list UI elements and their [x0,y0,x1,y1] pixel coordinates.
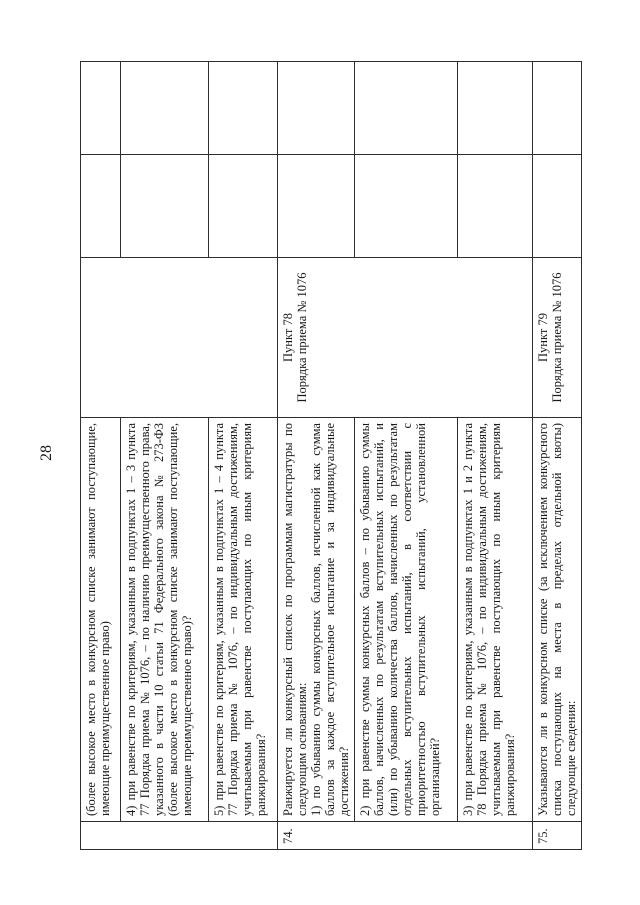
question-cell [278,418,355,822]
page-number: 28 [38,445,55,461]
question-line: следующие сведения: [564,700,578,816]
response-cell [209,155,278,258]
question-line: 77 Порядка приема № 1076, – по наличию преимущественного права, [138,423,152,816]
question-line: ранжирования? [503,733,517,816]
table-row [209,62,278,850]
note-cell [355,62,458,155]
response-cell [81,155,121,258]
question-line: приоритетностью вступительных испытаний, установленной [414,423,428,816]
question-cell [458,418,533,822]
question-line: (более высокое место в конкурсном списке занимают поступающие, [166,423,180,816]
response-cell [458,155,533,258]
reference-line: Порядка приема № 1076 [295,272,309,403]
question-line: отдельных вступительных испытаний, в соответствии с [400,423,414,816]
question-line: 78 Порядка приема № 1076, – по индивидуальным достижениям, [475,423,489,816]
question-line: баллов за каждое вступительное испытание и за индивидуальные [323,423,337,816]
note-cell [278,62,355,155]
table-row [81,62,121,850]
reference-cell [81,258,278,418]
reference-line: Пункт 78 [281,313,295,362]
note-cell [81,62,121,155]
question-line: учитываемым при равенстве поступающих по иным критериям [489,423,503,816]
question-line: (или) по убыванию количества баллов, начисленных по результатам [386,423,400,816]
question-line: организацией? [428,737,442,816]
question-line: учитываемым при равенстве поступающих по иным критериям [240,423,254,816]
checklist-table [80,61,582,850]
question-cell [355,418,458,822]
question-line: 1) по убыванию суммы конкурсных баллов, исчисленной как сумма [309,423,323,816]
response-cell [278,155,355,258]
question-line: имеющие преимущественное право) [98,621,112,816]
question-line: 5) при равенстве по критериям, указанным в подпунктах 1 – 4 пункта [212,423,226,816]
question-line: 4) при равенстве по критериям, указанным в подпунктах 1 – 3 пункта [124,423,138,816]
note-cell [121,62,209,155]
table-row [533,62,582,850]
question-line: Ранжируется ли конкурсный список по программам магистратуры по [281,423,295,816]
table-row [458,62,533,850]
question-cell [209,418,278,822]
question-line: ранжирования? [254,733,268,816]
question-line: баллов, начисленных по результатам вступительных испытаний, и [372,423,386,816]
response-cell [533,155,582,258]
response-cell [355,155,458,258]
table-row [121,62,209,850]
question-cell [533,418,582,822]
question-line: 77 Порядка приема № 1076, – по индивидуальным достижениям, [226,423,240,816]
question-cell [81,418,121,822]
table-row [278,62,355,850]
response-cell [121,155,209,258]
note-cell [533,62,582,155]
table-row [355,62,458,850]
reference-line: Пункт 79 [536,313,550,362]
item-number-cell [81,822,278,850]
question-line: 3) при равенстве по критериям, указанным в подпунктах 1 и 2 пункта [461,423,475,816]
question-line: достижения? [337,746,351,816]
question-line: (более высокое место в конкурсном списке занимают поступающие, [84,423,98,816]
question-line: имеющие преимущественное право)? [180,615,194,816]
question-line: Указываются ли в конкурсном списке (за исключением конкурсного [536,423,550,816]
note-cell [209,62,278,155]
question-line: списка поступающих на места в пределах отдельной квоты) [550,423,564,816]
reference-cell [533,258,582,418]
question-line: следующим основаниям: [295,682,309,816]
item-number-cell: 75. [533,822,582,850]
note-cell [458,62,533,155]
question-line: указанного в части 10 статьи 71 Федерального закона № 273-ФЗ [152,423,166,816]
question-line: 2) при равенстве суммы конкурсных баллов – по убыванию суммы [358,423,372,816]
reference-line: Порядка приема № 1076 [550,272,564,403]
item-number-cell: 74. [278,822,533,850]
reference-cell [278,258,533,418]
question-cell [121,418,209,822]
